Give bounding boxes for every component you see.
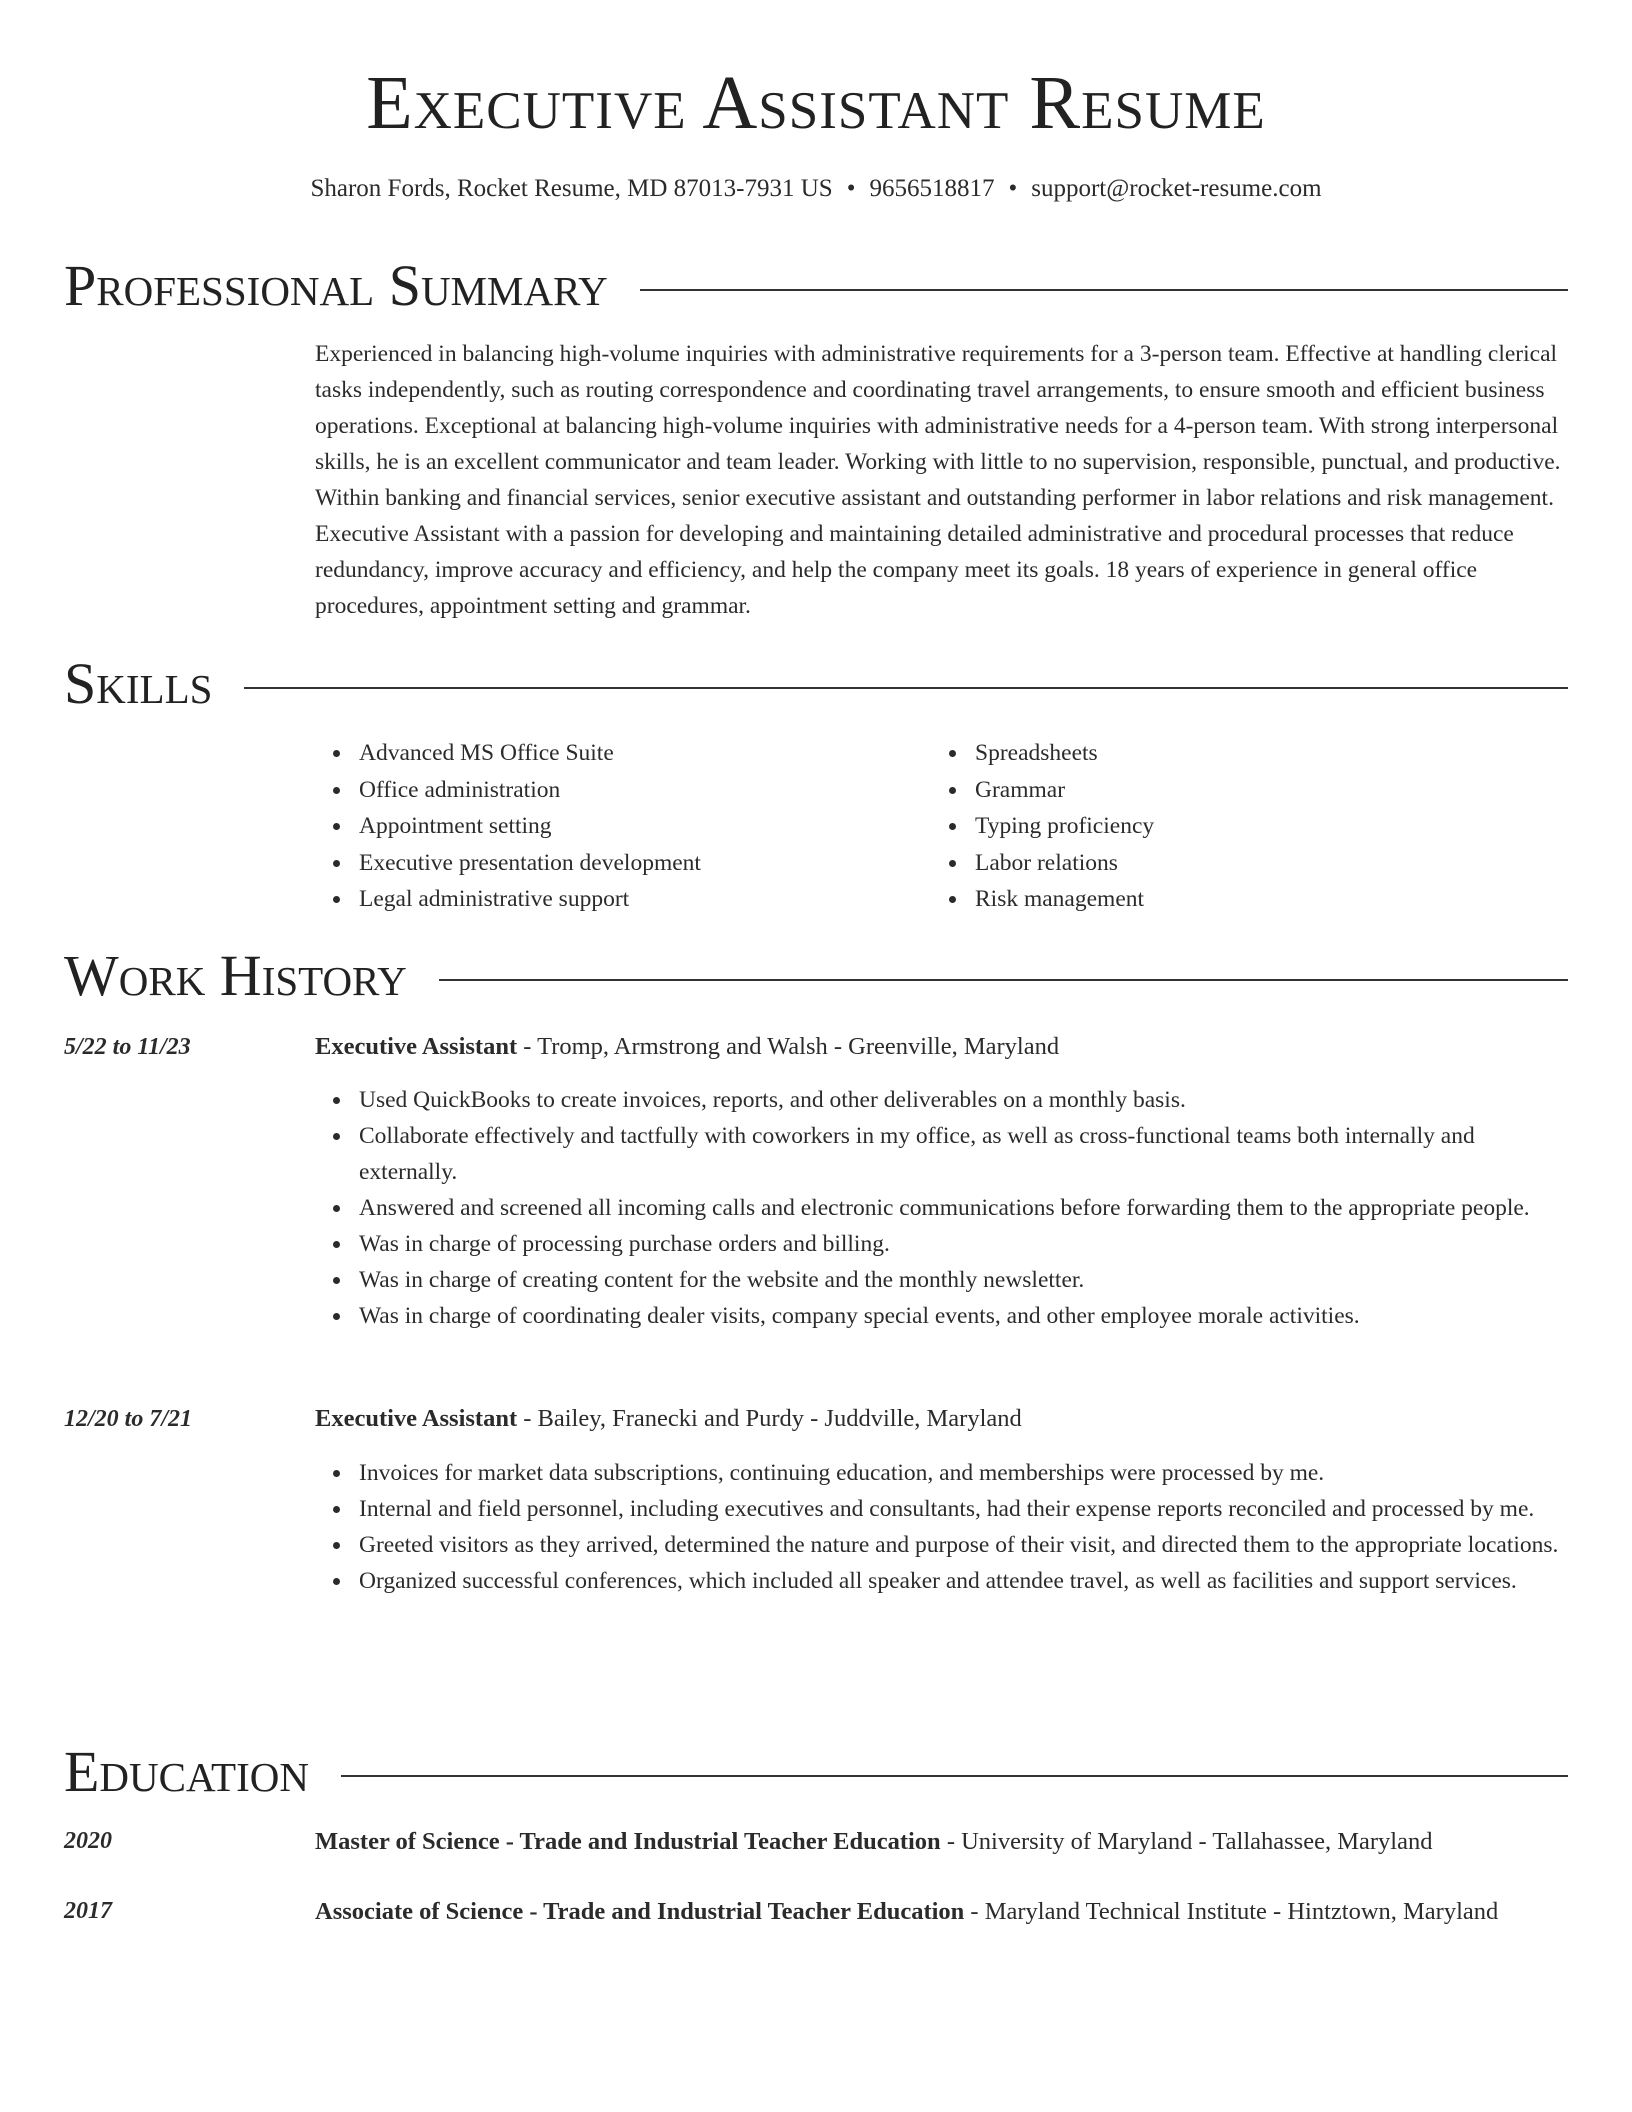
job-bullet: Used QuickBooks to create invoices, reports, and other deliverables on a monthly basis. <box>359 1082 1570 1118</box>
job-bullets <box>315 1455 1570 1599</box>
job-employer: - Bailey, Franecki and Purdy - Juddville, Maryland <box>517 1405 1022 1432</box>
section-divider <box>640 289 1568 291</box>
education-year: 2017 <box>64 1898 112 1924</box>
contact-separator: • <box>1008 175 1018 202</box>
job-bullet: Organized successful conferences, which included all speaker and attendee travel, as well as facilities and support services. <box>359 1563 1570 1599</box>
job-bullets <box>315 1082 1570 1334</box>
job-bullet: Was in charge of coordinating dealer visits, company special events, and other employee morale activities. <box>359 1298 1570 1334</box>
education-year: 2020 <box>64 1828 112 1854</box>
skill-item: Legal administrative support <box>359 881 919 918</box>
education-school: - University of Maryland - Tallahassee, Maryland <box>940 1828 1433 1855</box>
contact-separator: • <box>846 175 856 202</box>
job-bullet: Greeted visitors as they arrived, determined the nature and purpose of their visit, and directed them to the appropriate locations. <box>359 1527 1570 1563</box>
work-heading: Work History <box>64 943 407 1008</box>
skill-item: Advanced MS Office Suite <box>359 735 919 772</box>
skill-item: Typing proficiency <box>975 808 1535 845</box>
skill-item: Appointment setting <box>359 808 919 845</box>
contact-line <box>0 172 1632 206</box>
education-degree: Master of Science - Trade and Industrial Teacher Education <box>315 1828 941 1855</box>
education-school: - Maryland Technical Institute - Hintztown, Maryland <box>964 1898 1499 1925</box>
job-employer: - Tromp, Armstrong and Walsh - Greenville, Maryland <box>517 1033 1060 1060</box>
section-divider <box>341 1775 1568 1777</box>
resume-title: Executive Assistant Resume <box>366 61 1266 145</box>
skill-item: Risk management <box>975 881 1535 918</box>
job-bullet: Answered and screened all incoming calls and electronic communications before forwarding them to the appropriate people. <box>359 1190 1570 1226</box>
contact-phone: 9656518817 <box>869 175 995 202</box>
skill-item: Spreadsheets <box>975 735 1535 772</box>
job-dates: 5/22 to 11/23 <box>64 1034 191 1060</box>
summary-section-header <box>64 254 1568 318</box>
contact-address: Sharon Fords, Rocket Resume, MD 87013-7931 US <box>310 175 833 202</box>
job-dates: 12/20 to 7/21 <box>64 1406 193 1432</box>
summary-heading: Professional Summary <box>64 253 608 318</box>
job-bullet: Collaborate effectively and tactfully with coworkers in my office, as well as cross-functional teams both internally and externally. <box>359 1118 1570 1190</box>
education-degree: Associate of Science - Trade and Industrial Teacher Education <box>315 1898 965 1925</box>
job-bullet: Was in charge of creating content for the website and the monthly newsletter. <box>359 1262 1570 1298</box>
job-bullet: Invoices for market data subscriptions, continuing education, and memberships were processed by me. <box>359 1455 1570 1491</box>
job-title: Executive Assistant <box>315 1033 518 1060</box>
skill-item: Labor relations <box>975 845 1535 882</box>
education-section-header <box>64 1740 1568 1804</box>
education-entry <box>315 1892 1570 1931</box>
skill-item: Office administration <box>359 772 919 809</box>
job-bullet: Internal and field personnel, including executives and consultants, had their expense reports reconciled and processed by me. <box>359 1491 1570 1527</box>
job-title: Executive Assistant <box>315 1405 518 1432</box>
job-header <box>315 1029 1570 1065</box>
job-bullet: Was in charge of processing purchase orders and billing. <box>359 1226 1570 1262</box>
skill-item: Executive presentation development <box>359 845 919 882</box>
skill-item: Grammar <box>975 772 1535 809</box>
contact-email[interactable]: support@rocket-resume.com <box>1031 175 1322 202</box>
summary-text: Experienced in balancing high-volume inquiries with administrative requirements for a 3-person team. Effective at handling clerical tasks independently, such as routing correspondence and coordinating travel arrangements, to ensure smooth and efficient business operations. Exceptional at balancing high-volume inquiries with administrative needs for a 4-person team. With strong interpersonal skills, he is an excellent communicator and team leader. Working with little to no supervision, responsible, punctual, and productive. Within banking and financial services, senior executive assistant and outstanding performer in labor relations and risk management. Executive Assistant with a passion for developing and maintaining detailed administrative and procedural processes that reduce redundancy, improve accuracy and efficiency, and help the company meet its goals. 18 years of experience in general office procedures, appointment setting and grammar. <box>315 341 1561 619</box>
education-entry <box>315 1822 1570 1861</box>
skills-section-header <box>64 652 1568 716</box>
work-section-header <box>64 944 1568 1008</box>
skills-list-right <box>931 735 1535 918</box>
section-divider <box>244 687 1568 689</box>
section-divider <box>439 979 1568 981</box>
skills-heading: Skills <box>64 651 213 716</box>
education-heading: Education <box>64 1739 309 1804</box>
skills-list-left <box>315 735 919 918</box>
job-header <box>315 1401 1570 1437</box>
